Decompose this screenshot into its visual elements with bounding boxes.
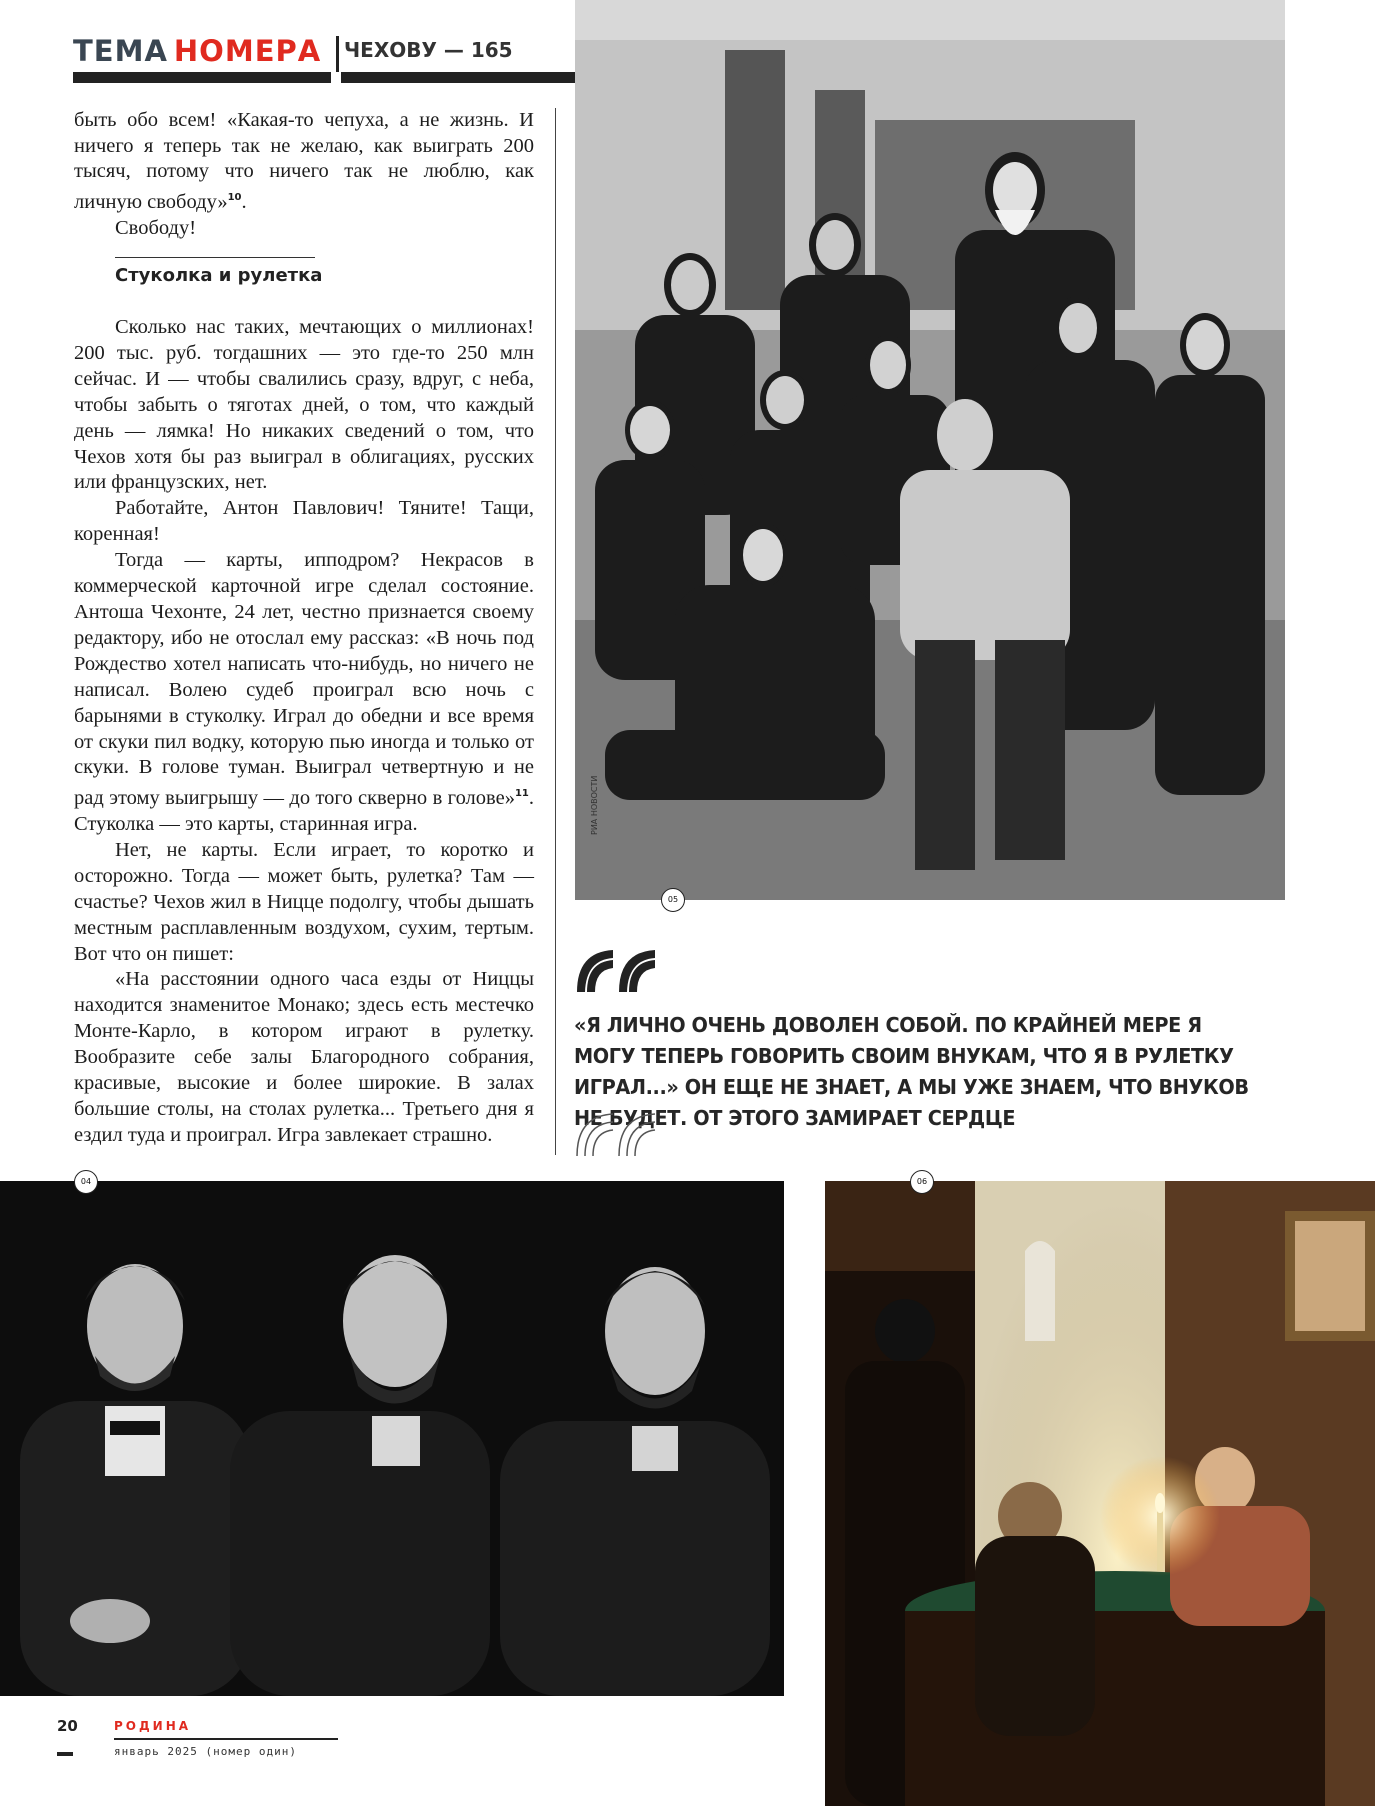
subheading-rule <box>115 257 315 258</box>
photo-number: 05 <box>661 888 685 912</box>
close-quote-icon <box>573 1112 663 1157</box>
photo-credit: РИА НОВОСТИ <box>590 775 599 835</box>
family-group-photo <box>575 0 1285 900</box>
intro-paragraph: быть обо всем! «Какая-то чепуха, а не жизнь. И ничего я теперь так не желаю, как выиграть 200 тысяч, потому что ничего так не люблю, как личную свободу»$^{10}$. <box>74 109 534 213</box>
footnote-ref: 10 <box>227 192 242 204</box>
footnote-ref: 11 <box>514 788 529 800</box>
paragraph: Работайте, Антон Павлович! Тяните! Тащи, коренная! <box>74 497 534 546</box>
painting-illustration <box>825 1181 1375 1806</box>
section-label: ТЕМА <box>73 34 168 68</box>
card-players-painting <box>825 1181 1375 1806</box>
photo-number: 04 <box>74 1170 98 1194</box>
paragraph: «На расстоянии одного часа езды от Ниццы находится знаменитое Монако; здесь есть местечко Монте-Карло, в котором играют в рулетку. Вообразите себе залы Благородного собрания, красивые, высокие и более широкие. В залах большие столы, на столах рулетка... Третьего дня я ездил туда и проиграл. Игра завлекает страшно. <box>74 968 534 1146</box>
magazine-name: РОДИНА <box>114 1719 192 1733</box>
section-header <box>73 34 321 74</box>
paragraph: Нет, не карты. Если играет, то коротко и осторожно. Тогда — может быть, рулетка? Там — счастье? Чехов жил в Ницце подолгу, чтобы дышать местным расплавленным воздухом, сухим, тертым. Вот что он пишет: <box>74 838 534 965</box>
article-body <box>74 315 534 1149</box>
paragraph: Сколько нас таких, мечтающих о миллионах! 200 тыс. руб. тогдашних — это где-то 250 млн сейчас. И — чтобы свалились сразу, вдруг, с неба, чтобы забыть о тяготах дней, о том, что каждый день — лямка! Но никаких сведений о том, что Чехов хотя бы раз выиграл в облигациях, русских или французских, нет. <box>74 316 534 494</box>
footer-rule <box>114 1738 338 1740</box>
column-divider <box>555 108 556 1155</box>
freedom-line: Свободу! <box>115 216 197 239</box>
family-photo-illustration <box>575 0 1285 900</box>
header-divider <box>336 36 339 72</box>
section-label-accent: НОМЕРА <box>173 34 322 68</box>
paragraph: Тогда — карты, ипподром? Некрасов в коммерческой карточной игре сделал состояние. Антоша Чехонте, 24 лет, честно признается своему редактору, ибо не отослал ему рассказ: «В ночь под Рождество хотел написать что-нибудь, но ничего не написал. Волею судеб проиграл всю ночь с барынями в стуколку. Играл до обедни и все время от скуки пил водку, которую пью иногда и только от скуки. В голове туман. Выиграл четвертную и не рад этому выигрышу — до того скверно в голове»$^{11}$. Стуколка — это карты, старинная игра. <box>74 549 534 836</box>
issue-label: январь 2025 (номер один) <box>114 1745 297 1758</box>
three-men-portrait-photo <box>0 1181 784 1696</box>
trio-photo-illustration <box>0 1181 784 1696</box>
pull-quote: «Я ЛИЧНО ОЧЕНЬ ДОВОЛЕН СОБОЙ. ПО КРАЙНЕЙ МЕРЕ Я МОГУ ТЕПЕРЬ ГОВОРИТЬ СВОИМ ВНУКАМ, ЧТО Я В РУЛЕТКУ ИГРАЛ...» ОН ЕЩЕ НЕ ЗНАЕТ, А МЫ УЖЕ ЗНАЕМ, ЧТО ВНУКОВ НЕ БУДЕТ. ОТ ЭТОГО ЗАМИРАЕТ СЕРДЦЕ <box>574 1013 1249 1130</box>
page-number-dash <box>57 1752 73 1756</box>
page-number: 20 <box>57 1717 78 1735</box>
header-rule-right <box>341 72 575 83</box>
photo-number: 06 <box>910 1170 934 1194</box>
topic-label: ЧЕХОВУ — 165 <box>344 38 513 62</box>
open-quote-icon <box>573 948 663 993</box>
subheading: Стуколка и рулетка <box>115 265 323 286</box>
article-intro <box>74 108 534 241</box>
header-rule-left <box>73 72 331 83</box>
